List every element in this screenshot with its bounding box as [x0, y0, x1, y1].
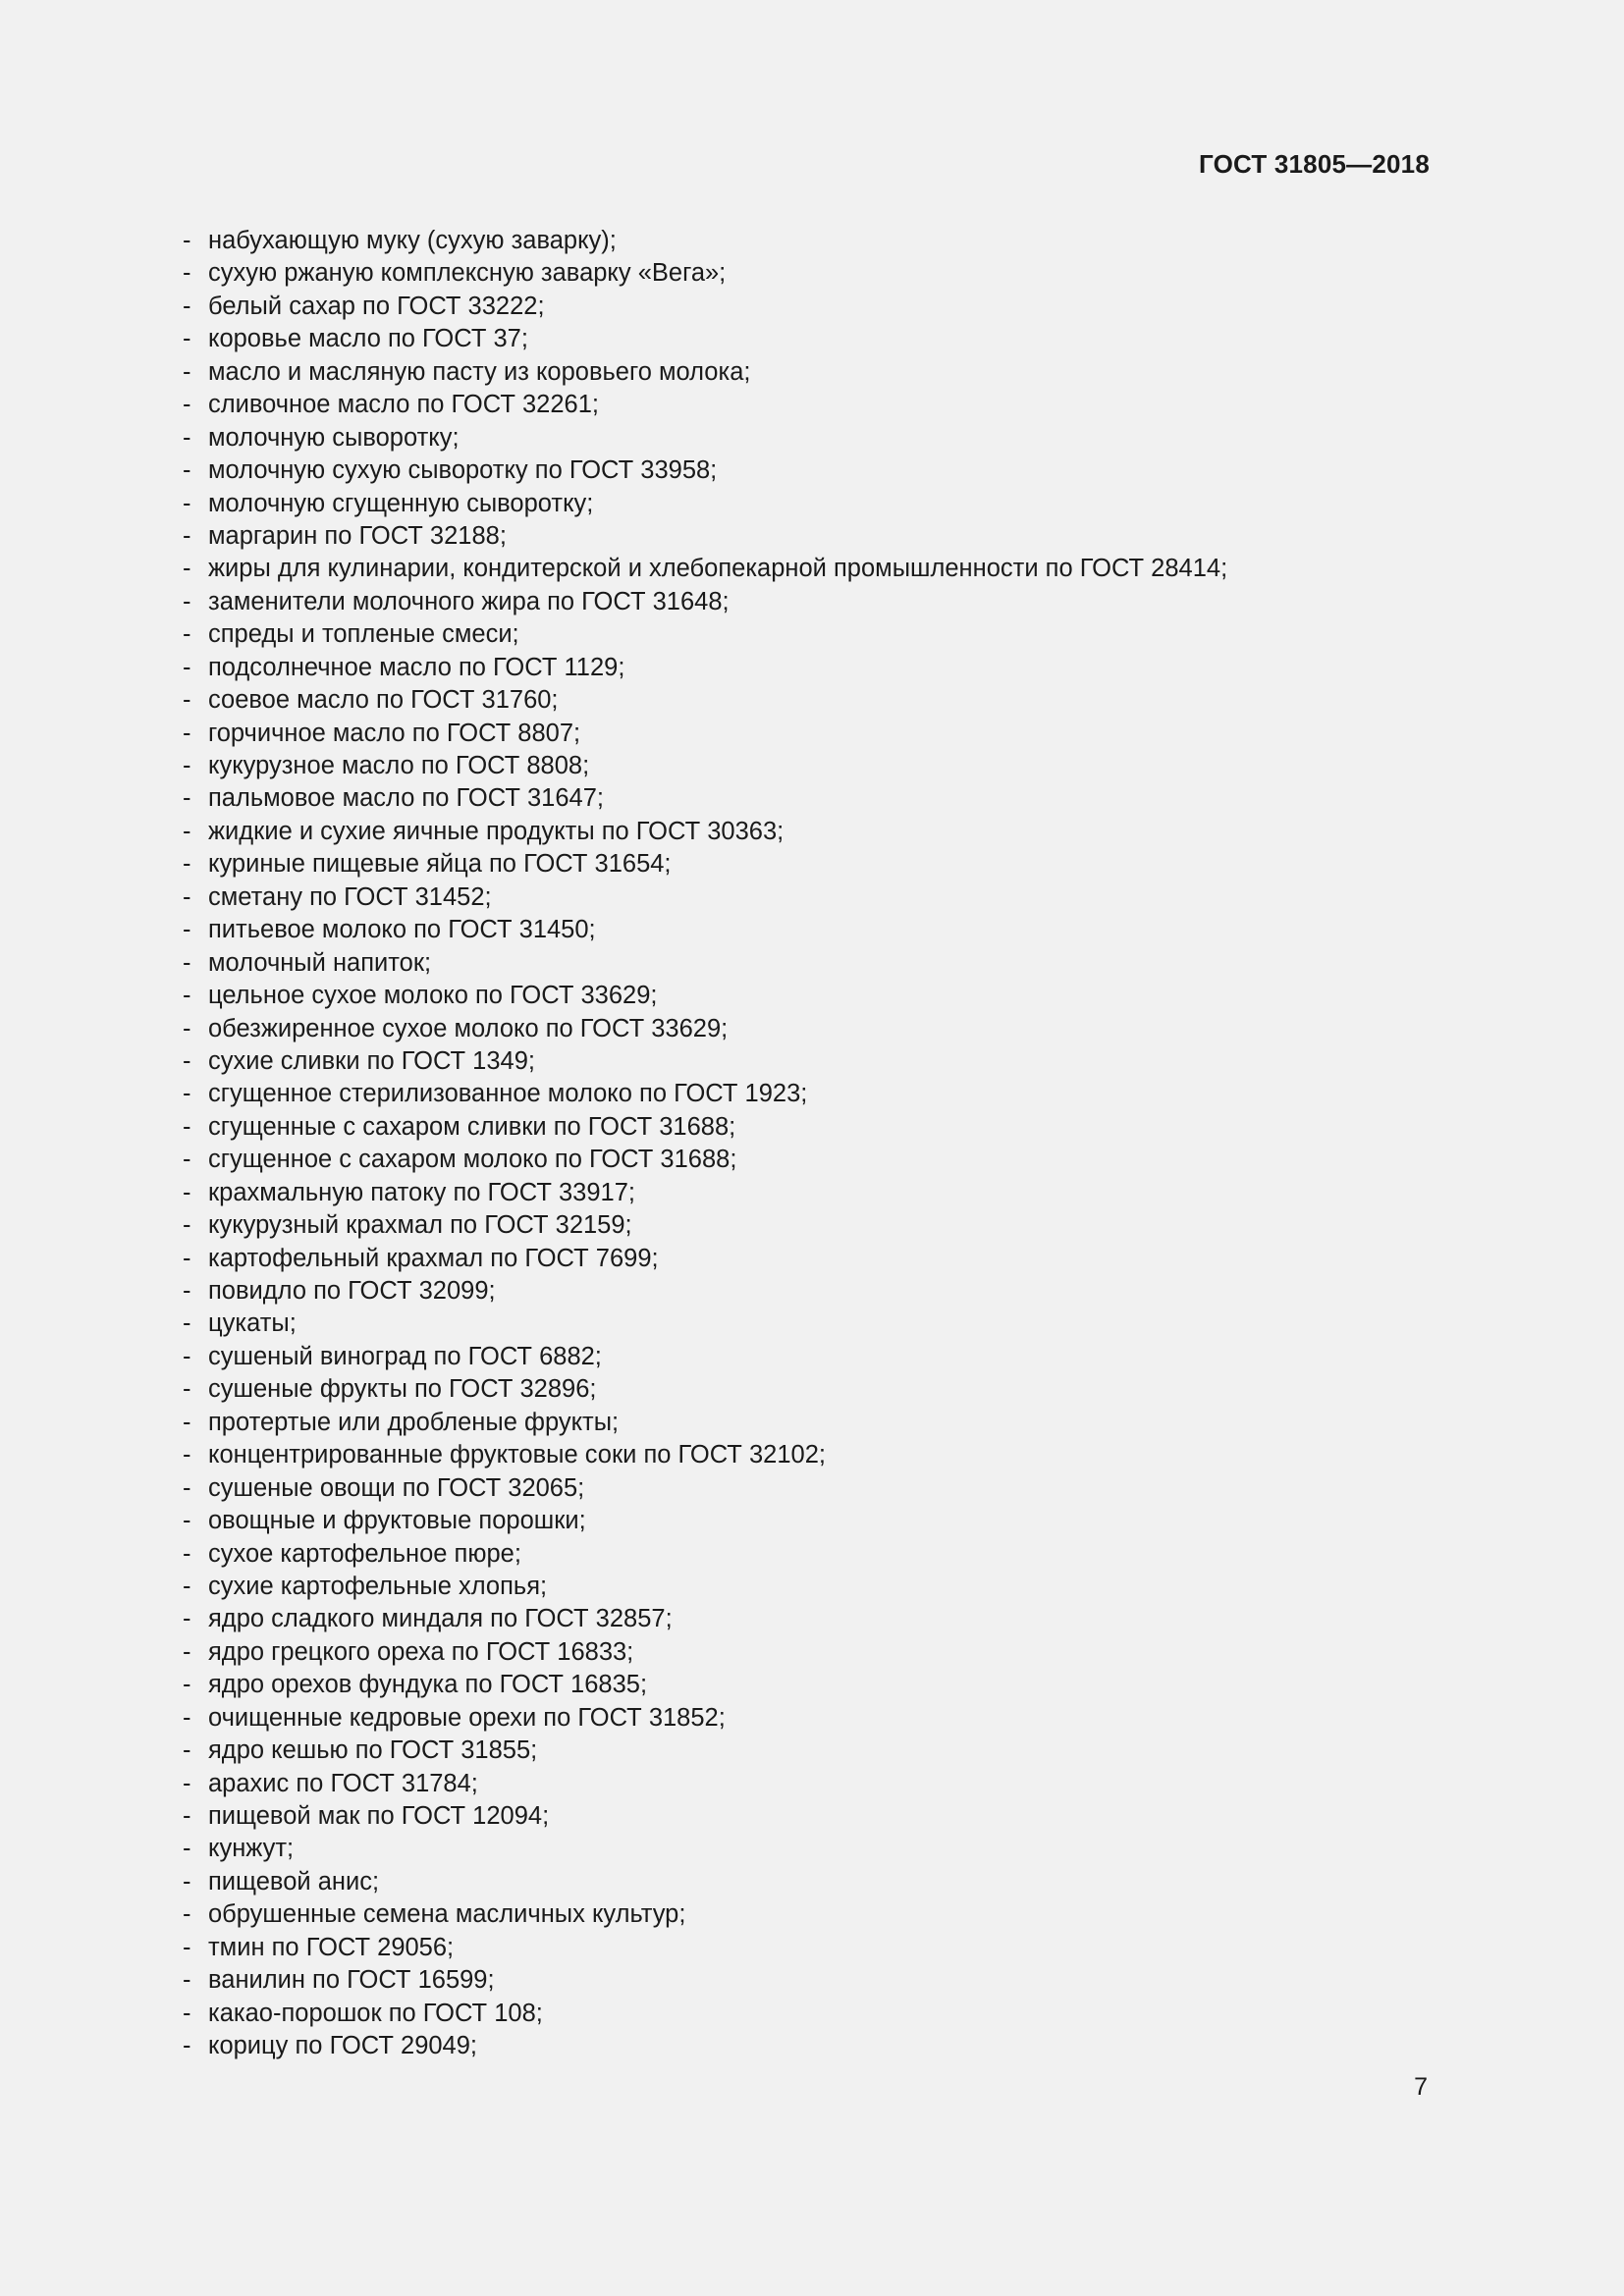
list-item-text: ядро орехов фундука по ГОСТ 16835; — [208, 1671, 648, 1699]
list-item-text: жидкие и сухие яичные продукты по ГОСТ 30363; — [208, 817, 785, 845]
list-bullet: - — [183, 1736, 191, 1765]
list-item — [183, 1669, 1477, 1701]
list-item-text: сухую ржаную комплексную заварку «Вега»; — [208, 259, 727, 288]
list-item-text: ванилин по ГОСТ 16599; — [208, 1966, 495, 1995]
list-item — [183, 1373, 1477, 1406]
list-bullet: - — [183, 1146, 191, 1174]
list-item-text: молочный напиток; — [208, 948, 432, 977]
list-item — [183, 782, 1477, 815]
list-bullet: - — [183, 456, 191, 485]
list-item — [183, 1866, 1477, 1898]
list-bullet: - — [183, 1112, 191, 1141]
list-bullet: - — [183, 587, 191, 615]
list-bullet: - — [183, 1769, 191, 1797]
ingredient-list — [183, 225, 1477, 2063]
list-bullet: - — [183, 1933, 191, 1961]
list-item — [183, 323, 1477, 355]
list-item-text: кукурузное масло по ГОСТ 8808; — [208, 752, 590, 779]
list-bullet: - — [183, 555, 191, 583]
list-item-text: горчичное масло по ГОСТ 8807; — [208, 719, 581, 747]
list-item-text: сгущенное стерилизованное молоко по ГОСТ 1923; — [208, 1080, 808, 1108]
list-bullet: - — [183, 1178, 191, 1206]
list-bullet: - — [183, 1507, 191, 1535]
list-item — [183, 1275, 1477, 1308]
list-bullet: - — [183, 850, 191, 879]
list-bullet: - — [183, 817, 191, 845]
list-item — [183, 1702, 1477, 1735]
list-bullet: - — [183, 948, 191, 977]
list-item — [183, 553, 1477, 585]
list-bullet: - — [183, 1441, 191, 1469]
list-item-text: питьевое молоко по ГОСТ 31450; — [208, 916, 596, 944]
list-item — [183, 1932, 1477, 1964]
list-bullet: - — [183, 227, 191, 254]
list-item-text: набухающую муку (сухую заварку); — [208, 227, 617, 254]
list-item-text: арахис по ГОСТ 31784; — [208, 1769, 478, 1797]
list-item-text: сушеный виноград по ГОСТ 6882; — [208, 1342, 602, 1370]
list-bullet: - — [183, 292, 191, 320]
list-item-text: тмин по ГОСТ 29056; — [208, 1933, 455, 1961]
list-item — [183, 1571, 1477, 1603]
list-bullet: - — [183, 325, 191, 353]
list-item — [183, 1243, 1477, 1275]
list-item — [183, 848, 1477, 881]
list-item — [183, 881, 1477, 914]
list-item — [183, 1735, 1477, 1767]
list-bullet: - — [183, 1244, 191, 1272]
list-item — [183, 1439, 1477, 1471]
list-item — [183, 684, 1477, 717]
list-item — [183, 520, 1477, 553]
list-item-text: сгущенные с сахаром сливки по ГОСТ 31688; — [208, 1112, 736, 1141]
list-bullet: - — [183, 1375, 191, 1404]
list-item-text: кукурузный крахмал по ГОСТ 32159; — [208, 1211, 632, 1240]
list-item — [183, 750, 1477, 782]
list-item-text: сухое картофельное пюре; — [208, 1539, 521, 1568]
list-item-text: ядро сладкого миндаля по ГОСТ 32857; — [208, 1605, 673, 1633]
list-item-text: пищевой мак по ГОСТ 12094; — [208, 1802, 550, 1830]
list-bullet: - — [183, 752, 191, 779]
list-bullet: - — [183, 1408, 191, 1436]
list-bullet: - — [183, 620, 191, 649]
list-item-text: цельное сухое молоко по ГОСТ 33629; — [208, 982, 658, 1010]
list-item — [183, 1111, 1477, 1144]
list-item — [183, 1045, 1477, 1078]
list-bullet: - — [183, 1473, 191, 1502]
list-item-text: сушеные овощи по ГОСТ 32065; — [208, 1473, 585, 1502]
list-item-text: обезжиренное сухое молоко по ГОСТ 33629; — [208, 1014, 729, 1042]
list-item-text: концентрированные фруктовые соки по ГОСТ 32102; — [208, 1441, 826, 1469]
list-item-text: сметану по ГОСТ 31452; — [208, 882, 492, 911]
list-bullet: - — [183, 784, 191, 813]
list-bullet: - — [183, 489, 191, 517]
list-item — [183, 1998, 1477, 2030]
list-item-text: корицу по ГОСТ 29049; — [208, 2032, 478, 2060]
list-item — [183, 291, 1477, 323]
list-bullet: - — [183, 1671, 191, 1699]
list-bullet: - — [183, 1572, 191, 1600]
list-item — [183, 1308, 1477, 1340]
list-bullet: - — [183, 1605, 191, 1633]
list-bullet: - — [183, 1539, 191, 1568]
list-bullet: - — [183, 1637, 191, 1666]
list-item — [183, 586, 1477, 618]
list-item-text: сгущенное с сахаром молоко по ГОСТ 31688; — [208, 1146, 737, 1174]
list-item-text: цукаты; — [208, 1309, 297, 1338]
list-item-text: молочную сыворотку; — [208, 423, 460, 452]
list-item — [183, 1407, 1477, 1439]
list-item-text: повидло по ГОСТ 32099; — [208, 1277, 496, 1305]
list-bullet: - — [183, 1080, 191, 1108]
list-item-text: пальмовое масло по ГОСТ 31647; — [208, 784, 604, 813]
list-item — [183, 389, 1477, 421]
list-item-text: какао-порошок по ГОСТ 108; — [208, 1999, 543, 2027]
list-item — [183, 356, 1477, 389]
list-item-text: коровье масло по ГОСТ 37; — [208, 325, 528, 353]
list-item — [183, 1898, 1477, 1931]
list-bullet: - — [183, 1703, 191, 1732]
list-item — [183, 225, 1477, 257]
list-bullet: - — [183, 1014, 191, 1042]
list-item-text: картофельный крахмал по ГОСТ 7699; — [208, 1244, 659, 1272]
list-item-text: соевое масло по ГОСТ 31760; — [208, 686, 559, 715]
list-bullet: - — [183, 1999, 191, 2027]
list-item-text: жиры для кулинарии, кондитерской и хлебопекарной промышленности по ГОСТ 28414; — [208, 555, 1228, 583]
list-item — [183, 816, 1477, 848]
list-item — [183, 1013, 1477, 1045]
list-bullet: - — [183, 1802, 191, 1830]
list-bullet: - — [183, 1277, 191, 1305]
list-bullet: - — [183, 916, 191, 944]
list-bullet: - — [183, 686, 191, 715]
list-item — [183, 1800, 1477, 1833]
list-item-text: сушеные фрукты по ГОСТ 32896; — [208, 1375, 597, 1404]
list-item — [183, 454, 1477, 487]
list-item-text: куриные пищевые яйца по ГОСТ 31654; — [208, 850, 672, 879]
list-item-text: молочную сухую сыворотку по ГОСТ 33958; — [208, 456, 718, 485]
list-item-text: обрушенные семена масличных культур; — [208, 1900, 686, 1929]
list-bullet: - — [183, 653, 191, 681]
list-item-text: очищенные кедровые орехи по ГОСТ 31852; — [208, 1703, 726, 1732]
list-item-text: ядро кешью по ГОСТ 31855; — [208, 1736, 538, 1765]
list-item — [183, 257, 1477, 290]
list-item — [183, 1538, 1477, 1571]
document-header: ГОСТ 31805—2018 — [1199, 149, 1430, 179]
list-item-text: пищевой анис; — [208, 1867, 380, 1896]
list-item-text: подсолнечное масло по ГОСТ 1129; — [208, 653, 625, 681]
list-item — [183, 1177, 1477, 1209]
list-item — [183, 652, 1477, 684]
list-bullet: - — [183, 391, 191, 419]
list-item — [183, 1144, 1477, 1176]
list-item — [183, 1964, 1477, 1997]
list-bullet: - — [183, 1211, 191, 1240]
list-bullet: - — [183, 1966, 191, 1995]
list-item-text: масло и масляную пасту из коровьего молока; — [208, 357, 751, 386]
list-item-text: белый сахар по ГОСТ 33222; — [208, 292, 545, 320]
list-bullet: - — [183, 2032, 191, 2060]
list-item — [183, 2030, 1477, 2062]
list-bullet: - — [183, 423, 191, 452]
list-bullet: - — [183, 1342, 191, 1370]
list-item-text: сухие картофельные хлопья; — [208, 1572, 548, 1600]
list-item-text: сливочное масло по ГОСТ 32261; — [208, 391, 599, 419]
list-bullet: - — [183, 357, 191, 386]
list-bullet: - — [183, 1900, 191, 1929]
list-item-text: сухие сливки по ГОСТ 1349; — [208, 1046, 535, 1075]
list-bullet: - — [183, 982, 191, 1010]
list-item — [183, 1341, 1477, 1373]
list-item — [183, 1768, 1477, 1800]
page-number: 7 — [1414, 2073, 1428, 2101]
list-item-text: маргарин по ГОСТ 32188; — [208, 521, 507, 550]
list-item — [183, 1472, 1477, 1505]
list-item — [183, 488, 1477, 520]
list-item — [183, 1505, 1477, 1537]
list-bullet: - — [183, 521, 191, 550]
list-bullet: - — [183, 259, 191, 288]
list-bullet: - — [183, 882, 191, 911]
list-bullet: - — [183, 1835, 191, 1863]
list-item-text: протертые или дробленые фрукты; — [208, 1408, 620, 1436]
list-item — [183, 422, 1477, 454]
list-item — [183, 1078, 1477, 1110]
list-item-text: ядро грецкого ореха по ГОСТ 16833; — [208, 1637, 634, 1666]
list-item — [183, 947, 1477, 980]
list-bullet: - — [183, 1046, 191, 1075]
list-item — [183, 718, 1477, 750]
list-item-text: молочную сгущенную сыворотку; — [208, 489, 594, 517]
list-bullet: - — [183, 719, 191, 747]
list-item-text: овощные и фруктовые порошки; — [208, 1507, 586, 1535]
list-item — [183, 1209, 1477, 1242]
list-item-text: спреды и топленые смеси; — [208, 620, 519, 649]
list-item — [183, 980, 1477, 1012]
list-item — [183, 1603, 1477, 1635]
list-item — [183, 618, 1477, 651]
list-item — [183, 914, 1477, 946]
list-item — [183, 1636, 1477, 1669]
list-item-text: крахмальную патоку по ГОСТ 33917; — [208, 1178, 635, 1206]
list-item-text: заменители молочного жира по ГОСТ 31648; — [208, 587, 730, 615]
list-item — [183, 1833, 1477, 1865]
list-item-text: кунжут; — [208, 1835, 295, 1863]
list-bullet: - — [183, 1309, 191, 1338]
list-bullet: - — [183, 1867, 191, 1896]
